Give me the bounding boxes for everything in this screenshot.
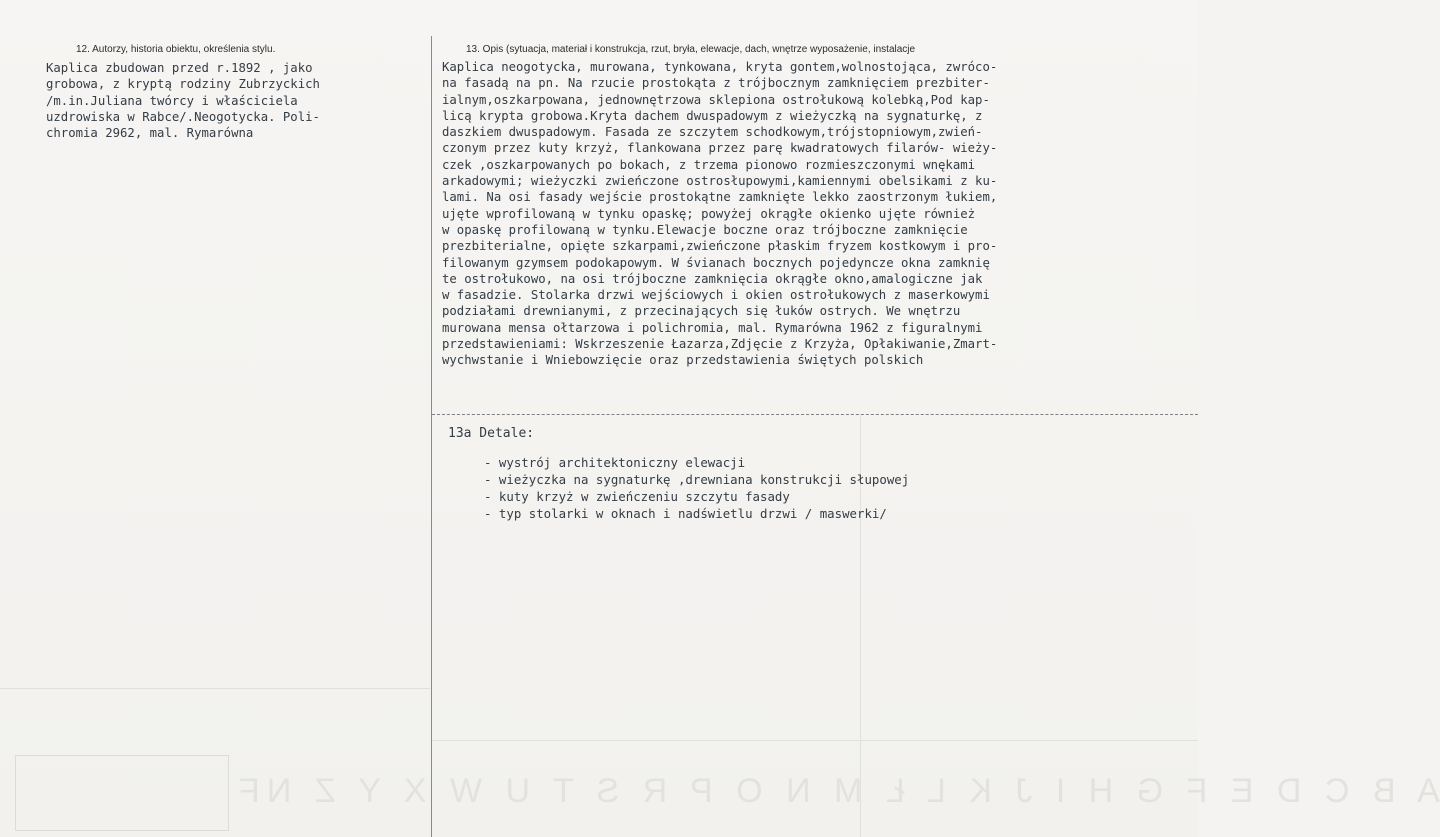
- text-line: ialnym,oszkarpowana, jednownętrzowa sklepiona ostrołukową kolebką,Pod kap-: [442, 92, 990, 107]
- section-divider: [432, 414, 1198, 416]
- text-line: prezbiterialne, opięte szkarpami,zwieńczone płaskim fryzem kostkowym i pro-: [442, 239, 998, 254]
- text-line: Kaplica zbudowan przed r.1892 , jako: [46, 61, 313, 75]
- field-13-header: 13. Opis (sytuacja, materiał i konstrukcja, rzut, bryła, elewacje, dach, wnętrze wyposażenie, instalacje: [466, 44, 916, 55]
- column-divider: [431, 36, 432, 837]
- authors-history-text: [46, 60, 320, 141]
- text-line: grobowa, z kryptą rodziny Zubrzyckich: [46, 77, 320, 92]
- list-item: - typ stolarki w oknach i nadświetlu drzwi / maswerki/: [484, 506, 887, 521]
- description-text: [442, 59, 997, 369]
- field-12-header: 12. Autorzy, historia obiektu, określenia stylu.: [76, 44, 276, 55]
- text-line: /m.in.Juliana twórcy i właściciela: [46, 93, 298, 108]
- text-line: murowana mensa ołtarzowa i polichromia, mal. Rymarówna 1962 z figuralnymi: [442, 320, 983, 335]
- list-item: - wieżyczka na sygnaturkę ,drewniana konstrukcji słupowej: [484, 472, 910, 487]
- text-line: filowanym gzymsem podokapowym. W śvianach bocznych pojedyncze okna zamknię: [442, 255, 990, 270]
- details-title: 13a Detale:: [448, 426, 535, 441]
- text-line: chromia 2962, mal. Rymarówna: [46, 126, 254, 141]
- text-line: przedstawieniami: Wskrzeszenie Łazarza,Zdjęcie z Krzyża, Opłakiwanie,Zmart-: [442, 337, 998, 352]
- text-line: wychwstanie i Wniebowzięcie oraz przedstawienia świętych polskich: [442, 353, 924, 368]
- bleed-through-rule: [0, 688, 430, 689]
- text-line: w fasadzie. Stolarka drzwi wejściowych i okien ostrołukowych z maserkowymi: [442, 288, 990, 303]
- text-line: licą krypta grobowa.Kryta dachem dwuspadowym z wieżyczką na sygnaturkę, z: [442, 108, 983, 123]
- text-line: te ostrołukowo, na osi trójboczne zamknięcia okrągłe okno,amalogiczne jak: [442, 271, 983, 286]
- bleed-through-rule: [432, 740, 1198, 741]
- details-list: [484, 454, 909, 522]
- text-line: lami. Na osi fasady wejście prostokątne zamknięte lekko zaostrzonym łukiem,: [442, 190, 998, 205]
- text-line: arkadowymi; wieżyczki zwieńczone ostrosłupowymi,kamiennymi obelsikami z ku-: [442, 174, 998, 189]
- text-line: czonym przez kuty krzyż, flankowana przez parę kwadratowych filarów- wieży-: [442, 141, 998, 156]
- text-line: daszkiem dwuspadowym. Fasada ze szczytem schodkowym,trójstopniowym,zwień-: [442, 125, 983, 140]
- text-line: Kaplica neogotycka, murowana, tynkowana, kryta gontem,wolnostojąca, zwróco-: [442, 60, 998, 74]
- bleed-through-alphabet: A B C D E F G H I J K L Ł M N O P R S T U W X Y Z NF: [232, 772, 1440, 810]
- text-line: podziałami drewnianymi, z przecinających się łuków ostrych. We wnętrzu: [442, 304, 961, 319]
- text-line: uzdrowiska w Rabce/.Neogotycka. Poli-: [46, 109, 320, 124]
- text-line: w opaskę profilowaną w tynku.Elewacje boczne oraz trójboczne zamknięcie: [442, 222, 968, 237]
- list-item: - kuty krzyż w zwieńczeniu szczytu fasady: [484, 489, 790, 504]
- list-item: - wystrój architektoniczny elewacji: [484, 455, 746, 470]
- text-line: czek ,oszkarpowanych po bokach, z trzema pionowo rozmieszczonymi wnękami: [442, 157, 976, 172]
- text-line: ujęte wprofilowaną w tynku opaskę; powyżej okrągłe okienko ujęte również: [442, 206, 976, 221]
- bleed-through-box: [15, 755, 229, 831]
- text-line: na fasadą na pn. Na rzucie prostokąta z trójbocznym zamknięciem prezbiter-: [442, 76, 990, 91]
